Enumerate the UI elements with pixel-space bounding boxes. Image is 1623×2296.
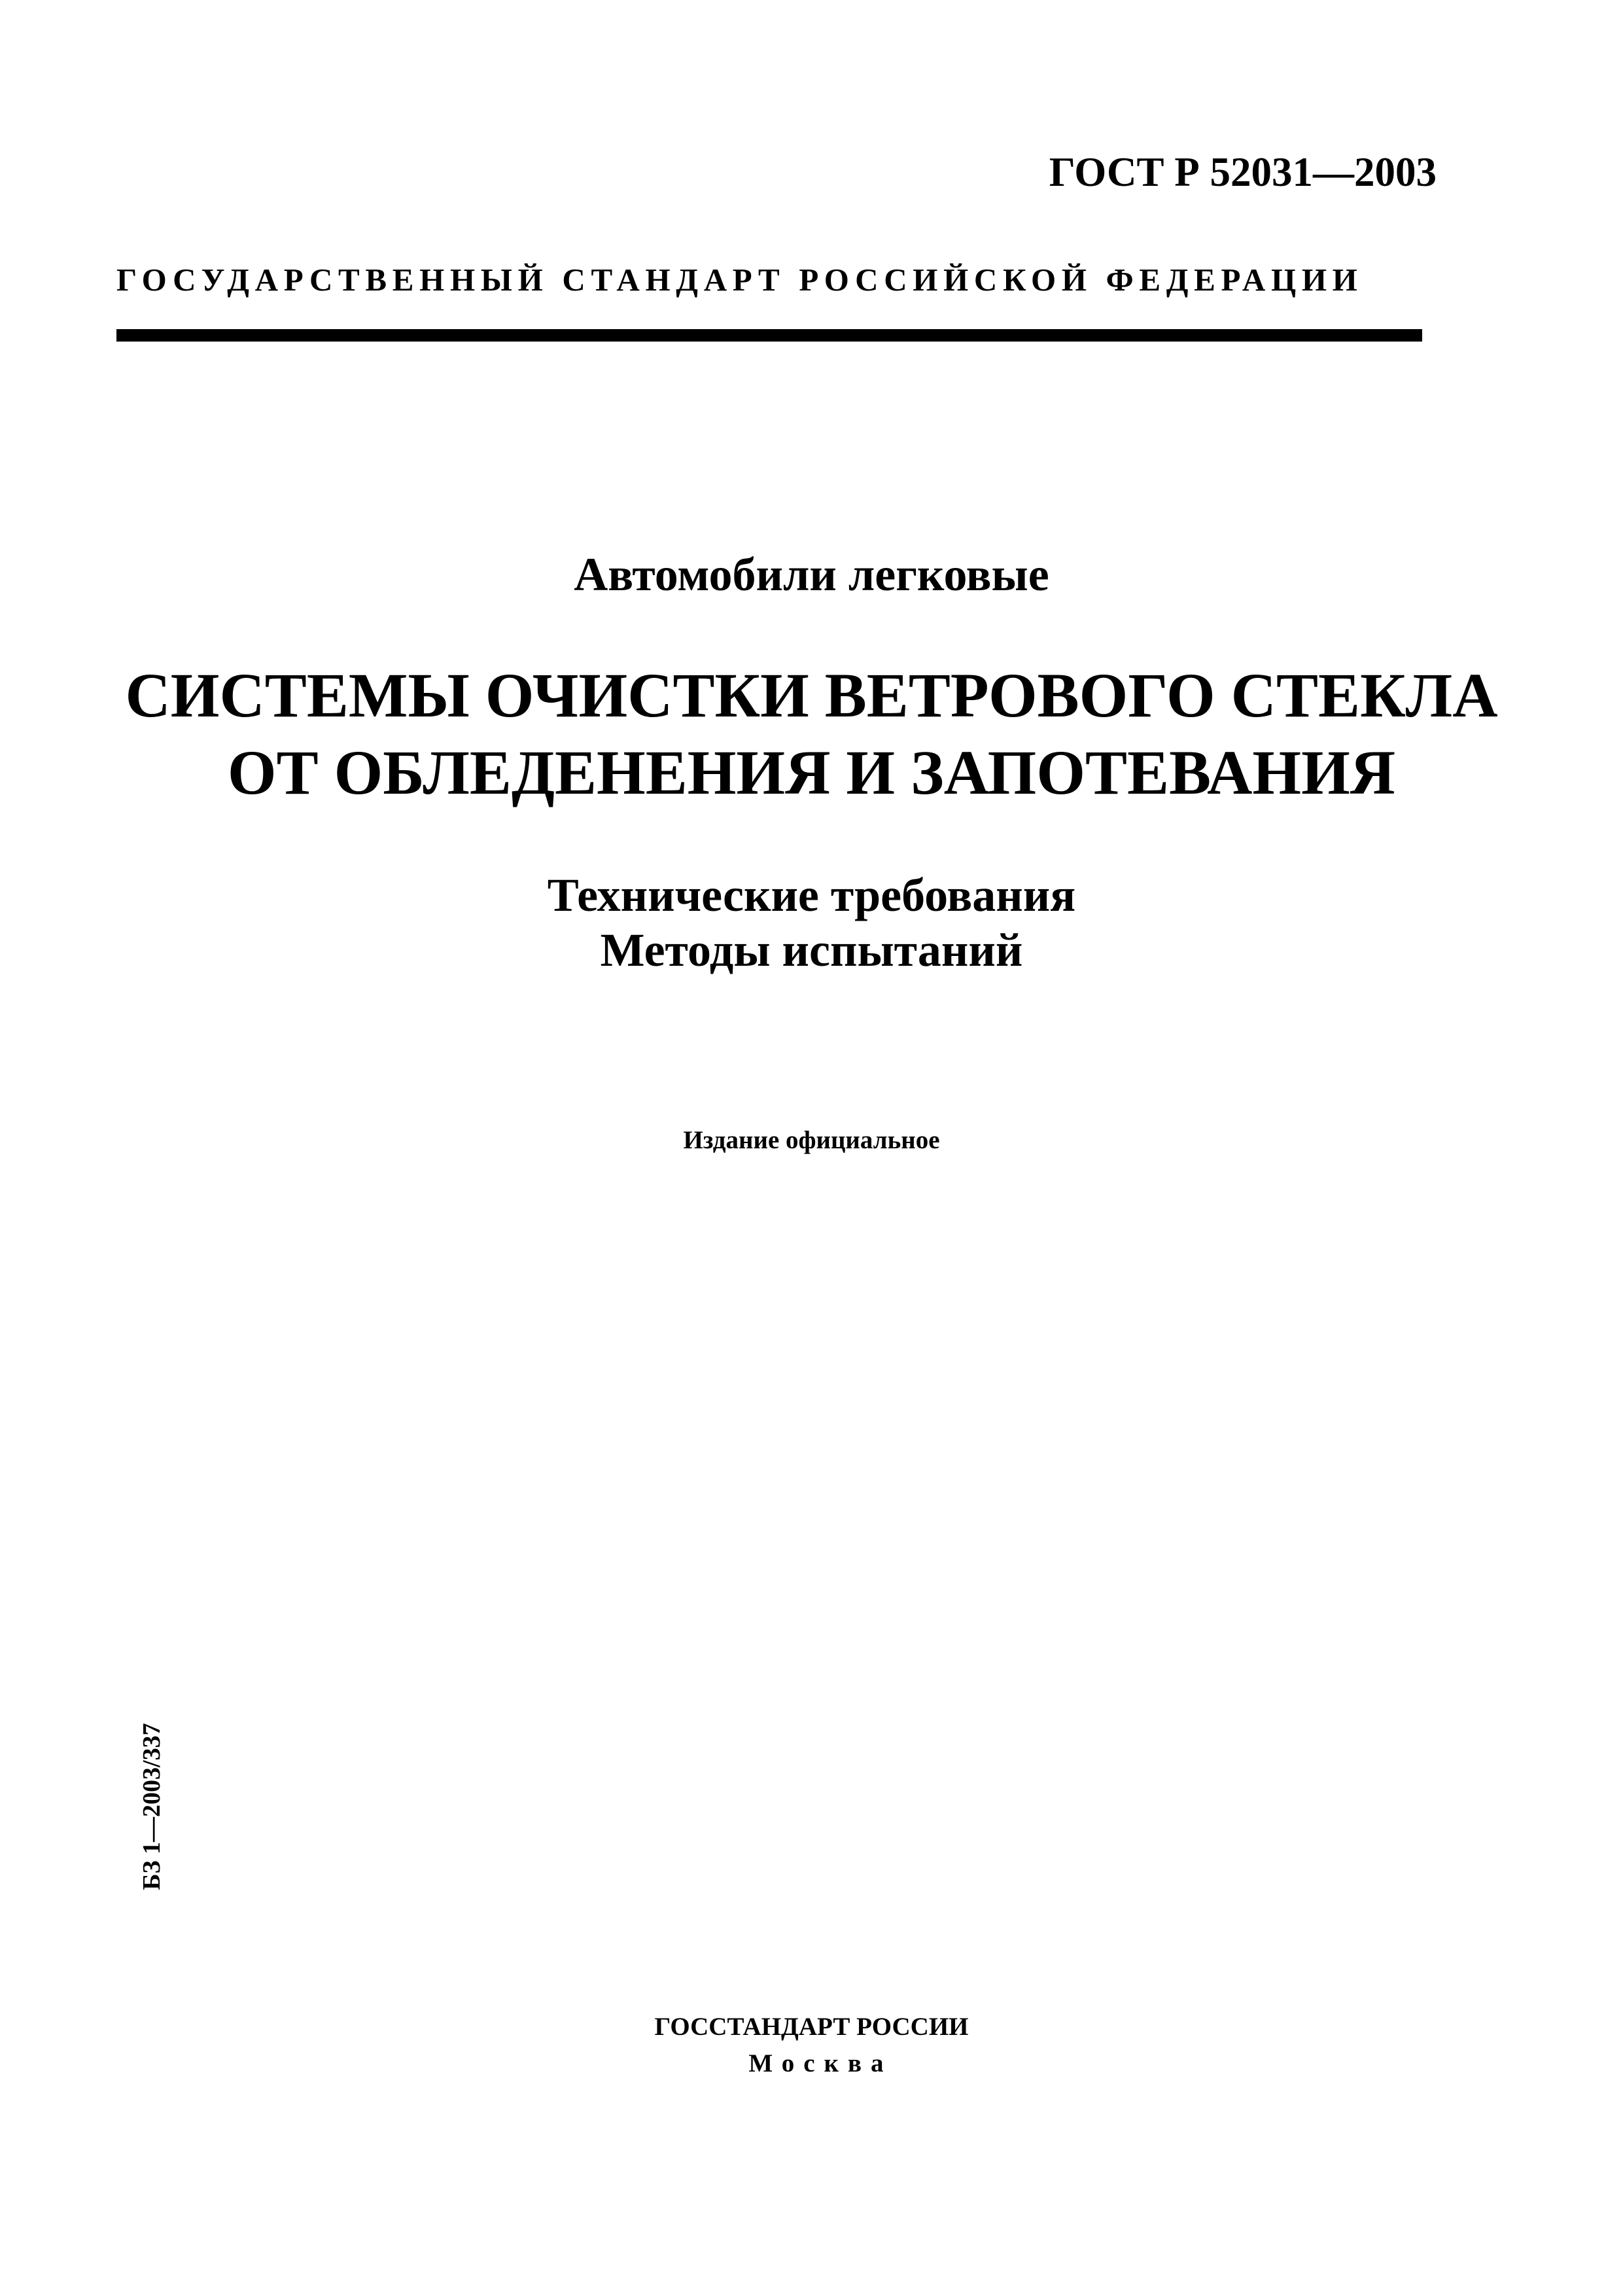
publisher: ГОССТАНДАРТ РОССИИ — [654, 2013, 969, 2041]
catalog-reference: БЗ 1—2003/337 — [138, 1723, 166, 1890]
subtitle-line-2: Методы испытаний — [600, 924, 1023, 976]
subtitle — [0, 868, 1623, 978]
main-title — [0, 657, 1623, 811]
document-code: ГОСТ Р 52031—2003 — [1049, 149, 1437, 195]
subtitle-line-1: Технические требования — [547, 869, 1076, 921]
header-rule — [116, 329, 1422, 342]
edition-note: Издание официальное — [683, 1126, 940, 1154]
publication-city: Москва — [748, 2049, 893, 2077]
product-category: Автомобили легковые — [574, 548, 1049, 601]
main-title-line-2: ОТ ОБЛЕДЕНЕНИЯ И ЗАПОТЕВАНИЯ — [227, 737, 1396, 807]
main-title-line-1: СИСТЕМЫ ОЧИСТКИ ВЕТРОВОГО СТЕКЛА — [125, 660, 1498, 730]
state-standard-heading: ГОСУДАРСТВЕННЫЙ СТАНДАРТ РОССИЙСКОЙ ФЕДЕРАЦИИ — [116, 262, 1363, 298]
